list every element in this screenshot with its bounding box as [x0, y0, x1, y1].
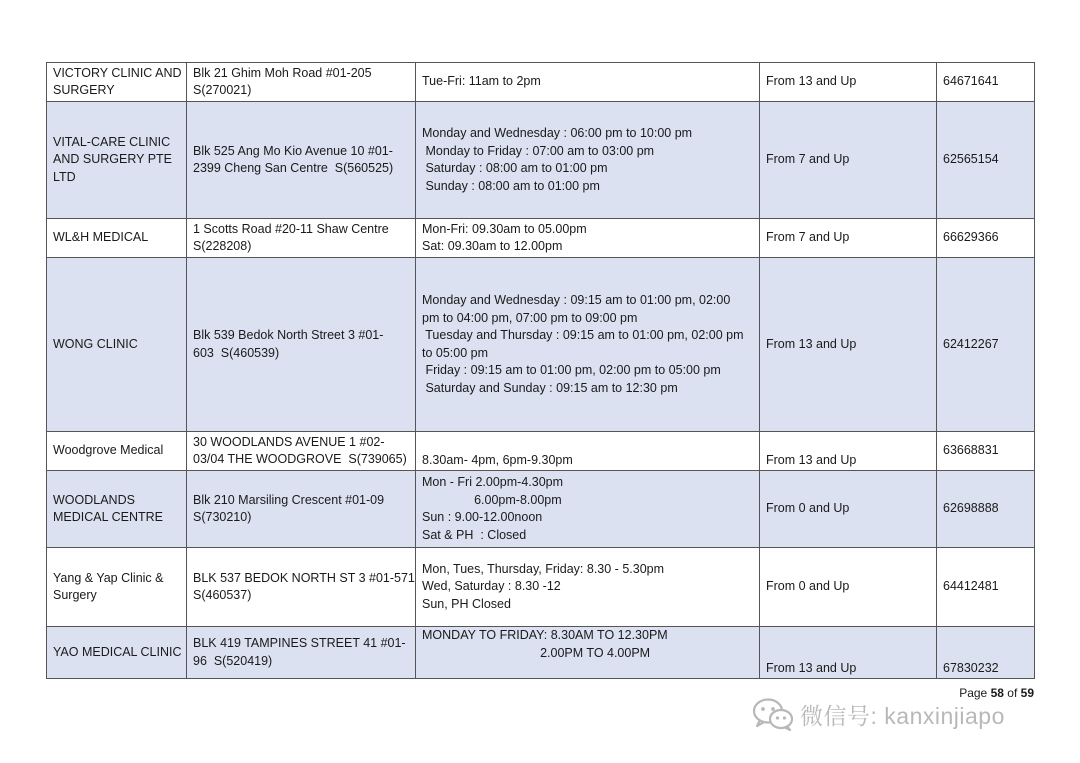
age-cell: From 13 and Up — [760, 258, 937, 432]
age-cell: From 0 and Up — [760, 471, 937, 548]
table-row — [47, 432, 1035, 471]
age-cell: From 13 and Up — [760, 63, 937, 102]
age-cell: From 13 and Up — [760, 627, 937, 679]
address-cell: BLK 419 TAMPINES STREET 41 #01- 96 S(520419) — [187, 627, 416, 679]
clinic-name-cell: Yang & Yap Clinic & Surgery — [47, 548, 187, 627]
phone-cell: 66629366 — [937, 219, 1035, 258]
clinic-name-cell: WOODLANDS MEDICAL CENTRE — [47, 471, 187, 548]
table-row — [47, 627, 1035, 679]
table-row — [47, 63, 1035, 102]
hours-cell: Mon - Fri 2.00pm-4.30pm 6.00pm-8.00pm Sun : 9.00-12.00noon Sat & PH : Closed — [416, 471, 760, 548]
age-cell: From 0 and Up — [760, 548, 937, 627]
clinic-name-cell: YAO MEDICAL CLINIC — [47, 627, 187, 679]
phone-cell: 63668831 — [937, 432, 1035, 471]
phone-cell: 64671641 — [937, 63, 1035, 102]
clinic-name-cell: Woodgrove Medical — [47, 432, 187, 471]
address-cell: Blk 539 Bedok North Street 3 #01- 603 S(460539) — [187, 258, 416, 432]
address-cell: Blk 210 Marsiling Crescent #01-09 S(730210) — [187, 471, 416, 548]
hours-cell: MONDAY TO FRIDAY: 8.30AM TO 12.30PM 2.00PM TO 4.00PM — [416, 627, 760, 679]
table-row — [47, 471, 1035, 548]
clinic-name-cell: VITAL-CARE CLINIC AND SURGERY PTE LTD — [47, 102, 187, 219]
hours-cell: Monday and Wednesday : 06:00 pm to 10:00 pm Monday to Friday : 07:00 am to 03:00 pm Saturday : 08:00 am to 01:00 pm Sunday : 08:00 am to 01:00 pm — [416, 102, 760, 219]
wechat-watermark — [752, 697, 1005, 731]
address-cell: Blk 525 Ang Mo Kio Avenue 10 #01- 2399 Cheng San Centre S(560525) — [187, 102, 416, 219]
table-row — [47, 102, 1035, 219]
age-cell: From 13 and Up — [760, 432, 937, 471]
address-cell: 30 WOODLANDS AVENUE 1 #02- 03/04 THE WOODGROVE S(739065) — [187, 432, 416, 471]
phone-cell: 67830232 — [937, 627, 1035, 679]
clinic-name-cell: WL&H MEDICAL — [47, 219, 187, 258]
page-number: Page 58 of 59 — [959, 686, 1034, 700]
hours-cell: 8.30am- 4pm, 6pm-9.30pm — [416, 432, 760, 471]
clinic-name-cell: WONG CLINIC — [47, 258, 187, 432]
address-cell: Blk 21 Ghim Moh Road #01-205 S(270021) — [187, 63, 416, 102]
hours-cell: Tue-Fri: 11am to 2pm — [416, 63, 760, 102]
watermark-text: 微信号: kanxinjiapo — [800, 702, 1005, 729]
phone-cell: 64412481 — [937, 548, 1035, 627]
phone-cell: 62565154 — [937, 102, 1035, 219]
table-row — [47, 258, 1035, 432]
table-row — [47, 548, 1035, 627]
hours-cell: Monday and Wednesday : 09:15 am to 01:00 pm, 02:00 pm to 04:00 pm, 07:00 pm to 09:00 pm Tuesday and Thursday : 09:15 am to 01:00 pm, 02:00 pm to 05:00 pm Friday : 09:15 am to 01:00 pm, 02:00 pm to 05:00 pm Saturday and Sunday : 09:15 am to 12:30 pm — [416, 258, 760, 432]
age-cell: From 7 and Up — [760, 102, 937, 219]
clinic-name-cell: VICTORY CLINIC AND SURGERY — [47, 63, 187, 102]
hours-cell: Mon, Tues, Thursday, Friday: 8.30 - 5.30pm Wed, Saturday : 8.30 -12 Sun, PH Closed — [416, 548, 760, 627]
wechat-logo-icon — [752, 697, 794, 731]
address-cell: 1 Scotts Road #20-11 Shaw Centre S(228208) — [187, 219, 416, 258]
age-cell: From 7 and Up — [760, 219, 937, 258]
address-cell: BLK 537 BEDOK NORTH ST 3 #01-571 S(460537) — [187, 548, 416, 627]
phone-cell: 62412267 — [937, 258, 1035, 432]
hours-cell: Mon-Fri: 09.30am to 05.00pm Sat: 09.30am to 12.00pm — [416, 219, 760, 258]
phone-cell: 62698888 — [937, 471, 1035, 548]
table-row — [47, 219, 1035, 258]
clinic-table — [46, 62, 1035, 679]
